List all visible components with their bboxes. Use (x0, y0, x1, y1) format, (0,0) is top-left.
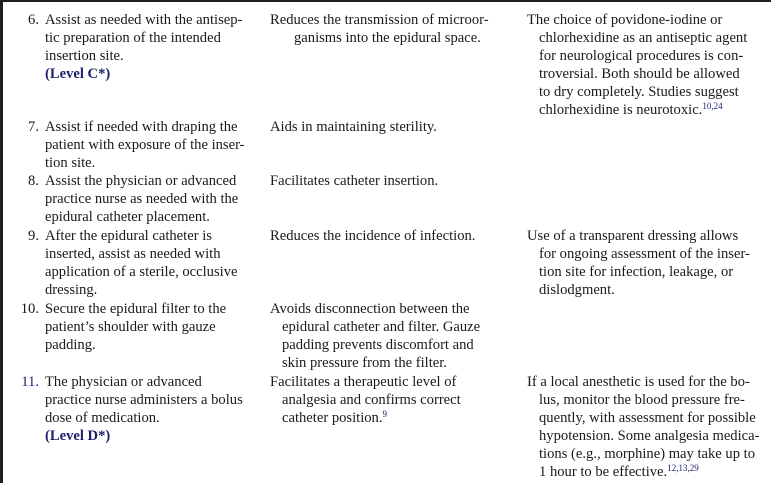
note-line: 1 hour to be effective. (539, 464, 668, 480)
action-line: tic preparation of the intended (45, 30, 221, 46)
step-number: 10. (20, 301, 39, 317)
step-number: 9. (28, 228, 39, 244)
rationale-line: Avoids disconnection between the (270, 301, 470, 317)
action-line: Assist if needed with draping the (45, 119, 238, 135)
reference-link[interactable]: 10,24 (702, 101, 723, 111)
action-line: The physician or advanced (45, 374, 202, 390)
note-line: troversial. Both should be allowed (539, 66, 740, 82)
action-line: Assist the physician or advanced (45, 173, 237, 189)
action-line: epidural catheter placement. (45, 209, 210, 225)
action-cell (18, 227, 253, 299)
action-cell (18, 172, 253, 226)
note-line: If a local anesthetic is used for the bo- (527, 374, 750, 390)
action-cell (18, 300, 253, 354)
reference-link[interactable]: 9 (382, 409, 388, 419)
evidence-level-link[interactable]: (Level D*) (45, 428, 111, 444)
note-line: dislodgment. (539, 282, 615, 298)
note-line: quently, with assessment for possible (539, 410, 756, 426)
rationale-line: padding prevents discomfort and (282, 337, 474, 353)
rationale-cell (270, 118, 510, 136)
action-cell (18, 118, 253, 172)
rationale-cell (270, 11, 510, 47)
rationale-line: epidural catheter and filter. Gauze (282, 319, 481, 335)
action-line: practice nurse as needed with the (45, 191, 239, 207)
reference-link[interactable]: 12,13,29 (667, 463, 699, 473)
note-line: for neurological procedures is con- (539, 48, 744, 64)
rationale-cell (270, 227, 510, 245)
rationale-line: Aids in maintaining sterility. (270, 119, 437, 135)
action-line: patient with exposure of the inser- (45, 137, 245, 153)
note-line: tion site for infection, leakage, or (539, 264, 734, 280)
rationale-line: Reduces the incidence of infection. (270, 228, 476, 244)
action-cell (18, 373, 253, 445)
note-cell (527, 227, 771, 299)
step-number: 7. (28, 119, 39, 135)
action-cell (18, 11, 253, 83)
step-number-link[interactable]: 11. (21, 374, 39, 390)
action-line: dose of medication. (45, 410, 160, 426)
rationale-cell (270, 300, 510, 372)
rationale-line: ganisms into the epidural space. (294, 30, 481, 46)
rationale-line: Facilitates catheter insertion. (270, 173, 439, 189)
rationale-line: Facilitates a therapeutic level of (270, 374, 457, 390)
rationale-line: Reduces the transmission of microor- (270, 12, 489, 28)
note-line: lus, monitor the blood pressure fre- (539, 392, 745, 408)
note-line: chlorhexidine as an antiseptic agent (539, 30, 748, 46)
evidence-level-link[interactable]: (Level C*) (45, 66, 111, 82)
note-line: to dry completely. Studies suggest (539, 84, 739, 100)
action-line: application of a sterile, occlusive (45, 264, 238, 280)
action-line: insertion site. (45, 48, 124, 64)
action-line: tion site. (45, 155, 96, 171)
action-line: Secure the epidural filter to the (45, 301, 227, 317)
note-cell (527, 373, 771, 481)
note-line: for ongoing assessment of the inser- (539, 246, 750, 262)
rationale-line: analgesia and confirms correct (282, 392, 461, 408)
note-cell (527, 11, 771, 119)
rationale-line: skin pressure from the filter. (282, 355, 447, 371)
action-line: practice nurse administers a bolus (45, 392, 243, 408)
note-line: The choice of povidone-iodine or (527, 12, 723, 28)
note-line: chlorhexidine is neurotoxic. (539, 102, 703, 118)
action-line: After the epidural catheter is (45, 228, 212, 244)
action-line: Assist as needed with the antisep- (45, 12, 243, 28)
rationale-cell (270, 373, 510, 427)
note-line: tions (e.g., morphine) may take up to (539, 446, 756, 462)
rationale-cell (270, 172, 510, 190)
action-line: dressing. (45, 282, 98, 298)
step-number: 6. (28, 12, 39, 28)
note-line: hypotension. Some analgesia medica- (539, 428, 760, 444)
action-line: patient’s shoulder with gauze (45, 319, 216, 335)
action-line: inserted, assist as needed with (45, 246, 221, 262)
step-number: 8. (28, 173, 39, 189)
note-line: Use of a transparent dressing allows (527, 228, 739, 244)
action-line: padding. (45, 337, 96, 353)
rationale-line: catheter position. (282, 410, 383, 426)
